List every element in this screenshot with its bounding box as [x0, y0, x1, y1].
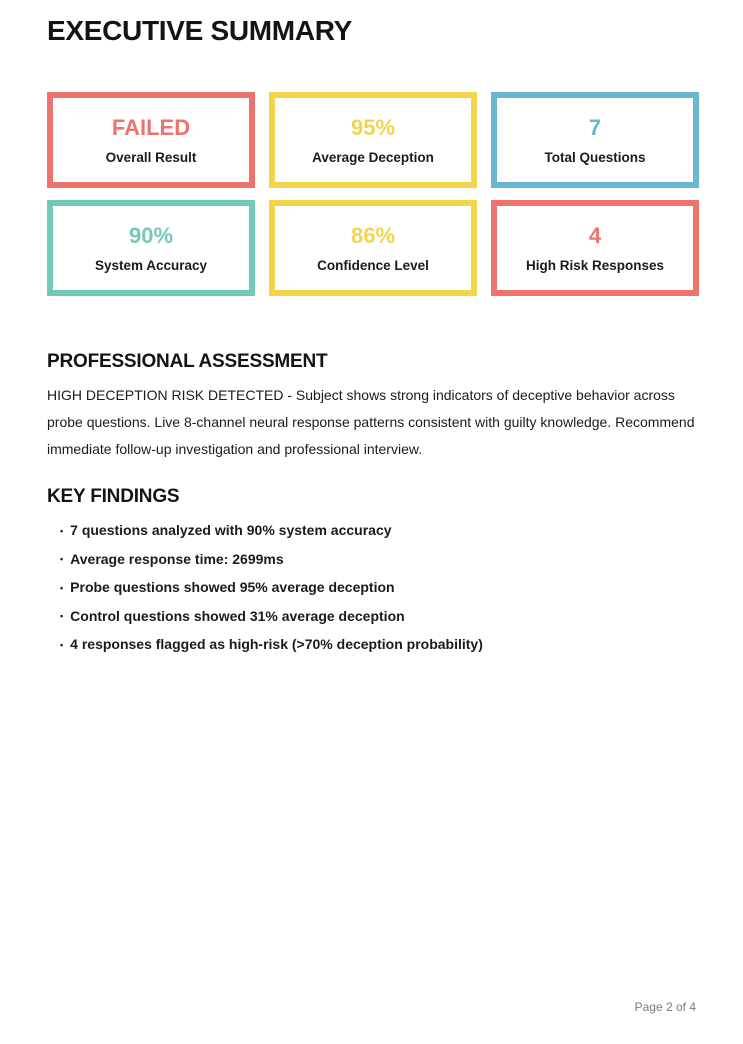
metric-value: FAILED	[111, 114, 191, 140]
assessment-paragraph: HIGH DECEPTION RISK DETECTED - Subject shows strong indicators of deceptive behavior across probe questions. Live 8-channel neural response patterns consistent with guilty knowledge. Recommend immediate follow-up investigation and professional interview.	[47, 387, 695, 457]
key-findings-list	[47, 523, 696, 652]
metric-value: 4	[588, 222, 602, 248]
finding-text: 4 responses flagged as high-risk (>70% deception probability)	[70, 636, 483, 652]
bullet-icon: •	[60, 611, 64, 621]
bullet-icon: •	[60, 582, 64, 593]
metric-card-total-questions	[491, 92, 699, 188]
metric-card-confidence-level	[269, 200, 477, 296]
section-heading-professional-assessment: PROFESSIONAL ASSESSMENT	[47, 351, 328, 372]
metric-value: 7	[588, 114, 602, 140]
finding-item	[60, 609, 696, 624]
page-number: Page 2 of 4	[634, 1000, 696, 1014]
metric-label: Overall Result	[105, 149, 197, 165]
bullet-icon: •	[60, 554, 64, 564]
metric-card-average-deception	[269, 92, 477, 188]
finding-text: Probe questions showed 95% average deception	[70, 579, 395, 595]
metric-card-overall-result	[47, 92, 255, 188]
section-heading-key-findings: KEY FINDINGS	[47, 486, 180, 507]
metric-label: Total Questions	[544, 149, 646, 165]
page-title: EXECUTIVE SUMMARY	[47, 15, 353, 46]
metric-label: Confidence Level	[317, 257, 429, 273]
finding-text: 7 questions analyzed with 90% system accuracy	[70, 522, 392, 538]
bullet-icon: •	[60, 639, 64, 650]
finding-text: Control questions showed 31% average deception	[70, 607, 405, 624]
metric-card-high-risk-responses	[491, 200, 699, 296]
metric-label: System Accuracy	[94, 257, 208, 273]
metric-label: High Risk Responses	[525, 257, 665, 273]
metric-value: 95%	[350, 114, 396, 140]
finding-item	[60, 580, 696, 595]
finding-item	[60, 637, 696, 652]
metric-card-system-accuracy	[47, 200, 255, 296]
metric-value: 90%	[128, 222, 174, 248]
finding-item	[60, 552, 696, 567]
finding-item	[60, 523, 696, 538]
metric-value: 86%	[350, 222, 396, 248]
bullet-icon: •	[60, 525, 64, 536]
metric-cards-grid	[47, 92, 699, 296]
metric-label: Average Deception	[312, 149, 434, 165]
finding-text: Average response time: 2699ms	[70, 550, 284, 567]
